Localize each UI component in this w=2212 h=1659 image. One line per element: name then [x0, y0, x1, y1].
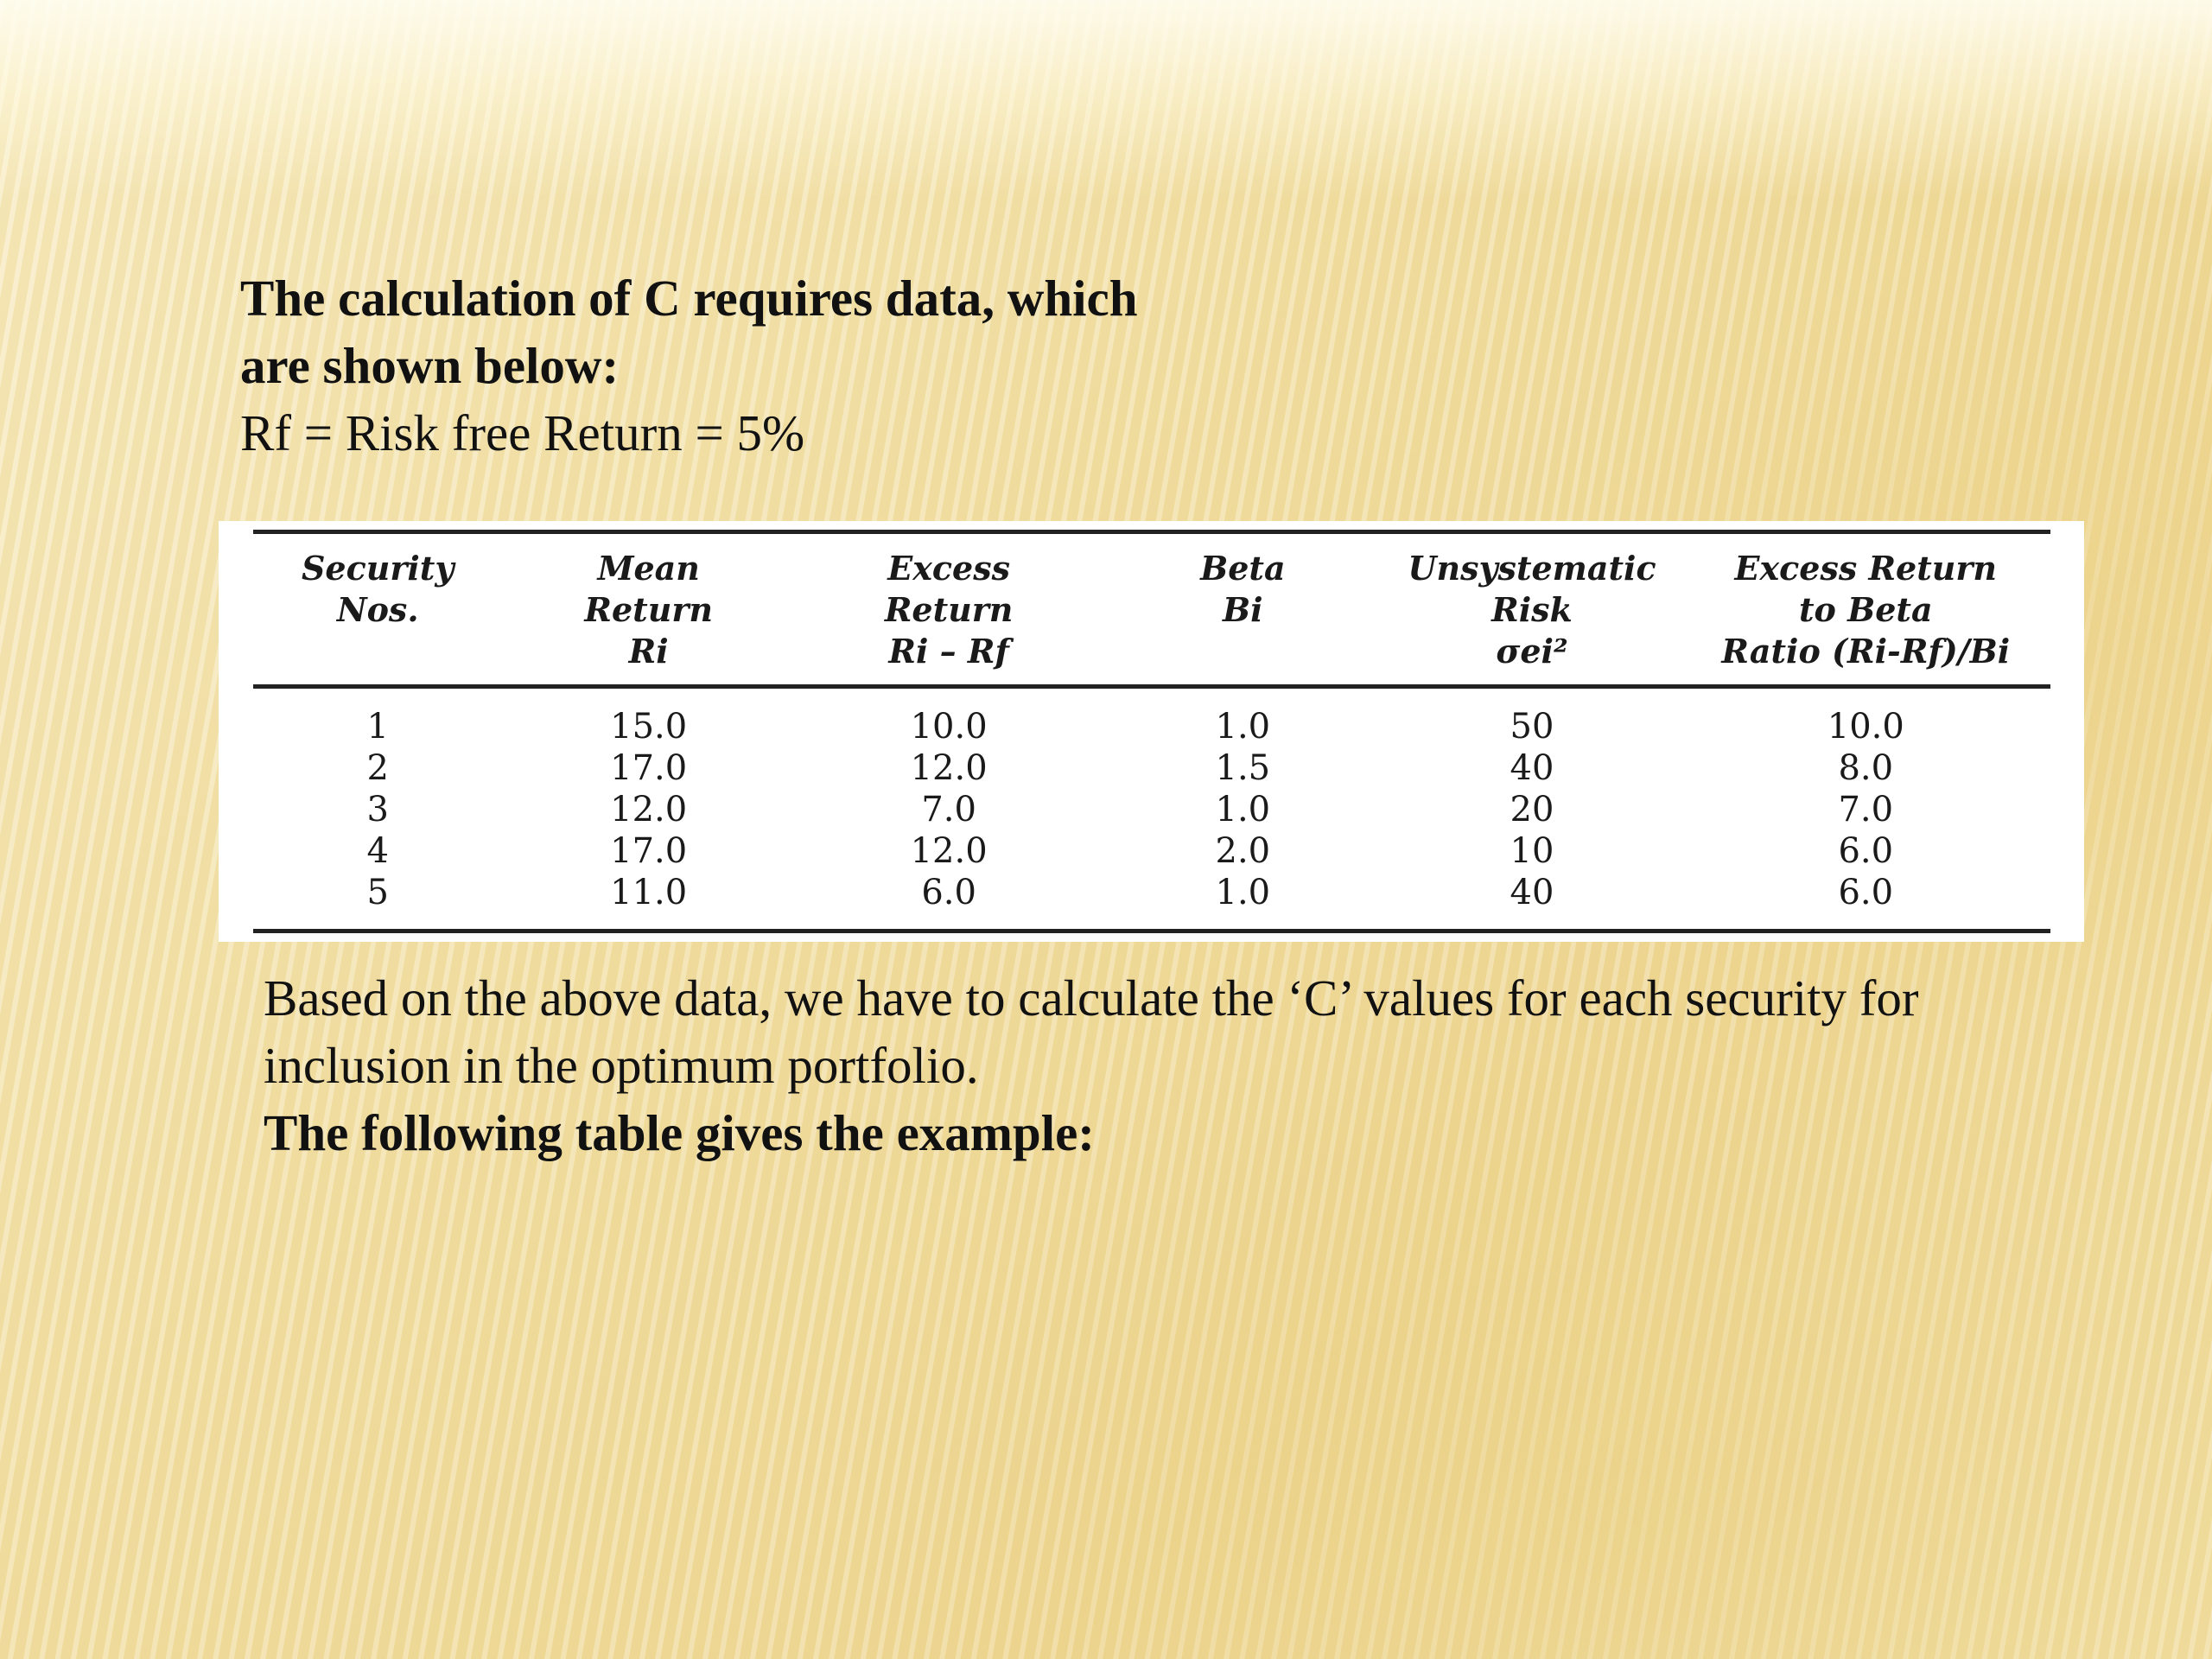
table-row	[253, 830, 2050, 872]
cell-mean-return: 15.0	[610, 707, 688, 747]
heading-line-1: The calculation of C requires data, which	[240, 270, 1138, 327]
header-excess-return-to-beta: Excess Return to Beta Ratio (Ri-Rf)/Bi	[1681, 532, 2050, 687]
heading-line-2: are shown below:	[240, 337, 620, 394]
table-row	[253, 687, 2050, 748]
slide-heading	[240, 264, 1277, 399]
table-row	[253, 789, 2050, 830]
cell-mean-return: 17.0	[610, 831, 688, 871]
cell-unsystematic-risk: 40	[1382, 872, 1681, 931]
header-mean-return: Mean Return Ri	[502, 532, 795, 687]
cell-unsystematic-risk: 50	[1510, 707, 1554, 747]
cell-security-no: 2	[366, 748, 389, 788]
cell-excess-return: 12.0	[910, 831, 988, 871]
closing-statement: The following table gives the example:	[264, 1104, 1095, 1161]
explanation-paragraph: Based on the above data, we have to calculate the ‘C’ values for each security for inclusion in the optimum portfolio.	[264, 969, 1919, 1094]
cell-mean-return: 11.0	[502, 872, 795, 931]
cell-excess-return: 12.0	[910, 748, 988, 788]
cell-excess-return-to-beta: 6.0	[1681, 872, 2050, 931]
cell-security-no: 3	[366, 790, 389, 830]
header-security-nos: Security Nos.	[253, 532, 502, 687]
cell-mean-return: 17.0	[610, 748, 688, 788]
header-unsystematic-risk: Unsystematic Risk σei²	[1382, 532, 1681, 687]
header-beta: Beta Bi	[1103, 532, 1382, 687]
cell-unsystematic-risk: 40	[1510, 748, 1554, 788]
table-row	[253, 872, 2050, 931]
security-data-table	[253, 530, 2050, 933]
cell-beta: 1.0	[1103, 872, 1382, 931]
cell-excess-return: 6.0	[795, 872, 1103, 931]
cell-excess-return-to-beta: 10.0	[1827, 707, 1904, 747]
cell-beta: 1.0	[1215, 790, 1271, 830]
cell-excess-return-to-beta: 8.0	[1838, 748, 1894, 788]
cell-security-no: 4	[366, 831, 389, 871]
security-data-table-panel	[219, 521, 2084, 942]
risk-free-return-line: Rf = Risk free Return = 5%	[240, 404, 805, 461]
header-excess-return: Excess Return Ri – Rf	[795, 532, 1103, 687]
cell-security-no: 5	[253, 872, 502, 931]
cell-excess-return: 10.0	[910, 707, 988, 747]
cell-beta: 1.0	[1215, 707, 1271, 747]
cell-excess-return: 7.0	[921, 790, 976, 830]
table-header-row	[253, 532, 2050, 687]
cell-excess-return-to-beta: 7.0	[1838, 790, 1894, 830]
cell-excess-return-to-beta: 6.0	[1838, 831, 1894, 871]
cell-security-no: 1	[366, 707, 389, 747]
table-row	[253, 747, 2050, 789]
cell-beta: 1.5	[1215, 748, 1271, 788]
cell-unsystematic-risk: 20	[1510, 790, 1554, 830]
cell-unsystematic-risk: 10	[1510, 831, 1554, 871]
cell-mean-return: 12.0	[610, 790, 688, 830]
cell-beta: 2.0	[1215, 831, 1271, 871]
